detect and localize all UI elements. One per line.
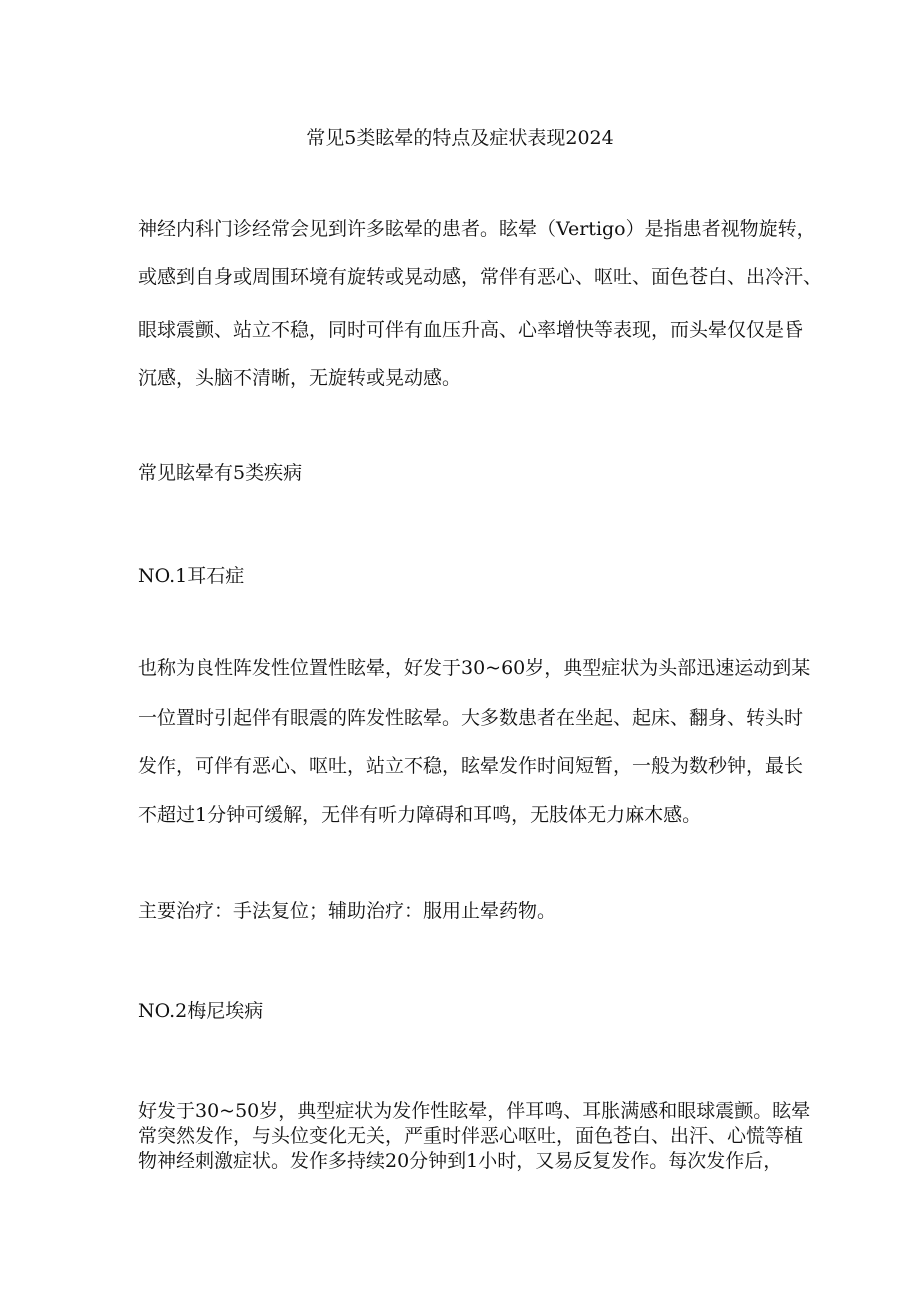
no1-treatment: 主要治疗：手法复位；辅助治疗：服用止晕药物。	[138, 900, 557, 922]
intro-line: 沉感，头脑不清晰，无旋转或晃动感。	[138, 367, 462, 389]
no2-paragraph-line: 常突然发作，与头位变化无关，严重时伴恶心呕吐，面色苍白、出汗、心慌等植	[138, 1125, 804, 1147]
no2-heading: NO.2梅尼埃病	[138, 1000, 264, 1022]
no1-heading: NO.1耳石症	[138, 565, 245, 587]
no1-paragraph-line: 发作，可伴有恶心、呕吐，站立不稳，眩晕发作时间短暂，一般为数秒钟，最长	[138, 755, 804, 777]
no2-paragraph-line: 物神经刺激症状。发作多持续20分钟到1小时，又易反复发作。每次发作后，	[138, 1150, 783, 1172]
no1-paragraph-line: 不超过1分钟可缓解，无伴有听力障碍和耳鸣，无肢体无力麻木感。	[138, 804, 702, 826]
intro-line: 神经内科门诊经常会见到许多眩晕的患者。眩晕（Vertigo）是指患者视物旋转，	[138, 218, 816, 240]
no1-paragraph-line: 也称为良性阵发性位置性眩晕，好发于30~60岁，典型症状为头部迅速运动到某	[138, 657, 811, 679]
no2-paragraph-line: 好发于30~50岁，典型症状为发作性眩晕，伴耳鸣、耳胀满感和眼球震颤。眩晕	[138, 1100, 811, 1122]
intro-line: 或感到自身或周围环境有旋转或晃动感，常伴有恶心、呕吐、面色苍白、出冷汗、	[138, 266, 823, 288]
page-title: 常见5类眩晕的特点及症状表现2024	[306, 127, 614, 149]
section-heading: 常见眩晕有5类疾病	[138, 462, 303, 484]
no1-paragraph-line: 一位置时引起伴有眼震的阵发性眩晕。大多数患者在坐起、起床、翻身、转头时	[138, 707, 804, 729]
intro-line: 眼球震颤、站立不稳，同时可伴有血压升高、心率增快等表现，而头晕仅仅是昏	[138, 319, 804, 341]
